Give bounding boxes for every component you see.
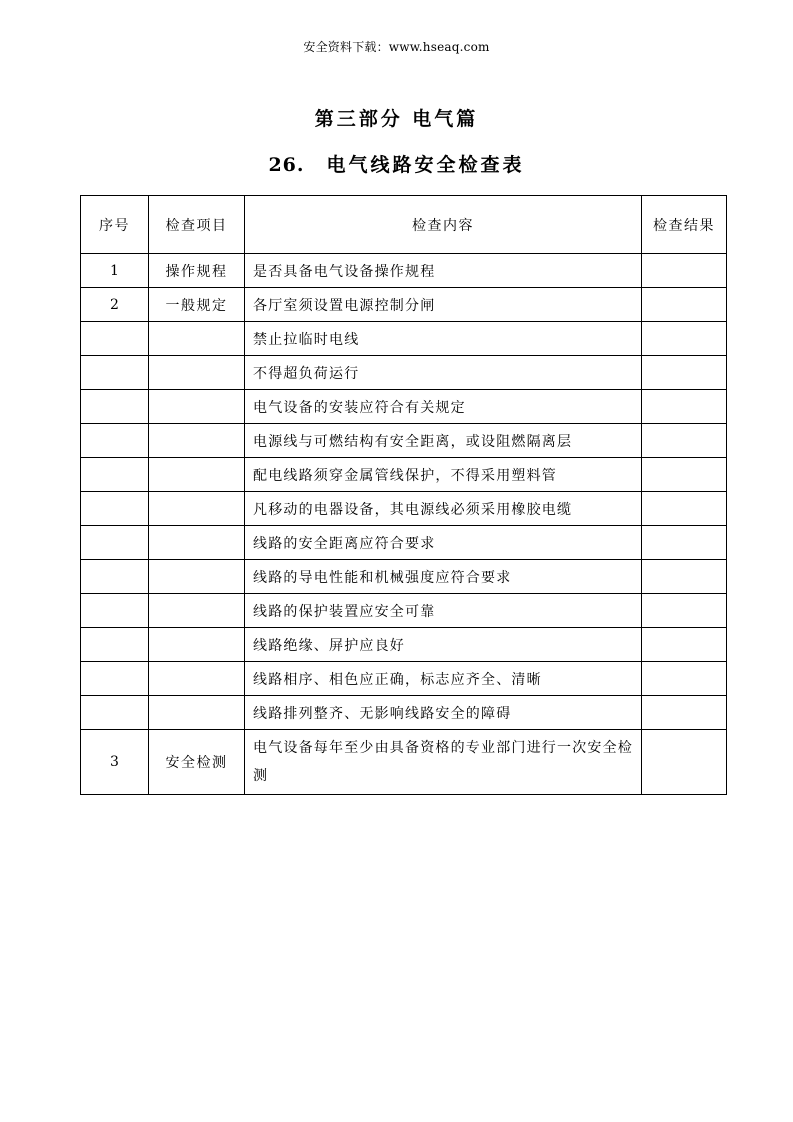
row-content: 电气设备每年至少由具备资格的专业部门进行一次安全检测: [245, 730, 642, 795]
column-header-result: 检查结果: [642, 196, 727, 254]
row-no: [81, 458, 149, 492]
table-row: [81, 492, 727, 526]
row-item: [149, 458, 245, 492]
row-result[interactable]: [642, 356, 727, 390]
row-item: 安全检测: [149, 730, 245, 795]
row-item: [149, 526, 245, 560]
row-result[interactable]: [642, 288, 727, 322]
row-result[interactable]: [642, 458, 727, 492]
row-no: 1: [81, 254, 149, 288]
row-item: [149, 390, 245, 424]
row-item: [149, 628, 245, 662]
row-item: [149, 322, 245, 356]
row-content: 不得超负荷运行: [245, 356, 642, 390]
row-result[interactable]: [642, 322, 727, 356]
row-content: 线路的保护装置应安全可靠: [245, 594, 642, 628]
row-item: [149, 424, 245, 458]
row-no: [81, 628, 149, 662]
row-result[interactable]: [642, 662, 727, 696]
row-no: [81, 424, 149, 458]
table-row: [81, 390, 727, 424]
row-content: 线路相序、相色应正确，标志应齐全、清晰: [245, 662, 642, 696]
table-title-text: 电气线路安全检查表: [326, 154, 525, 176]
row-result[interactable]: [642, 254, 727, 288]
row-no: [81, 560, 149, 594]
row-no: [81, 696, 149, 730]
table-row: [81, 628, 727, 662]
row-no: [81, 390, 149, 424]
row-result[interactable]: [642, 424, 727, 458]
table-row: [81, 424, 727, 458]
row-content: 凡移动的电器设备，其电源线必须采用橡胶电缆: [245, 492, 642, 526]
row-result[interactable]: [642, 492, 727, 526]
row-item: [149, 560, 245, 594]
row-no: [81, 594, 149, 628]
row-content: 配电线路须穿金属管线保护，不得采用塑料管: [245, 458, 642, 492]
table-title-number: 26.: [268, 154, 305, 176]
row-item: [149, 356, 245, 390]
page-header-source: 安全资料下载：www.hseaq.com: [303, 40, 490, 54]
table-row: [81, 356, 727, 390]
row-result[interactable]: [642, 390, 727, 424]
table-row: [81, 288, 727, 322]
table-row: [81, 730, 727, 795]
table-row: [81, 526, 727, 560]
row-item: 一般规定: [149, 288, 245, 322]
section-title: 第三部分 电气篇: [314, 108, 479, 130]
column-header-no: 序号: [81, 196, 149, 254]
row-result[interactable]: [642, 628, 727, 662]
table-row: [81, 322, 727, 356]
row-result[interactable]: [642, 730, 727, 795]
row-content: 线路排列整齐、无影响线路安全的障碍: [245, 696, 642, 730]
column-header-item: 检查项目: [149, 196, 245, 254]
row-no: [81, 492, 149, 526]
row-content: 线路的安全距离应符合要求: [245, 526, 642, 560]
row-content: 禁止拉临时电线: [245, 322, 642, 356]
row-result[interactable]: [642, 560, 727, 594]
row-content: 电源线与可燃结构有安全距离，或设阻燃隔离层: [245, 424, 642, 458]
row-content: 电气设备的安装应符合有关规定: [245, 390, 642, 424]
table-row: [81, 696, 727, 730]
row-item: [149, 662, 245, 696]
row-content: 各厅室须设置电源控制分闸: [245, 288, 642, 322]
row-item: [149, 594, 245, 628]
row-result[interactable]: [642, 526, 727, 560]
table-header-row: [81, 196, 727, 254]
row-item: [149, 696, 245, 730]
inspection-table: [80, 195, 727, 795]
table-row: [81, 560, 727, 594]
table-title: [0, 150, 793, 177]
table-row: [81, 254, 727, 288]
row-item: [149, 492, 245, 526]
row-no: [81, 356, 149, 390]
row-result[interactable]: [642, 594, 727, 628]
row-no: 2: [81, 288, 149, 322]
table-row: [81, 458, 727, 492]
row-no: [81, 662, 149, 696]
row-content: 线路绝缘、屏护应良好: [245, 628, 642, 662]
row-item: 操作规程: [149, 254, 245, 288]
row-content: 是否具备电气设备操作规程: [245, 254, 642, 288]
row-no: [81, 322, 149, 356]
table-row: [81, 594, 727, 628]
table-row: [81, 662, 727, 696]
row-no: [81, 526, 149, 560]
row-content: 线路的导电性能和机械强度应符合要求: [245, 560, 642, 594]
column-header-content: 检查内容: [245, 196, 642, 254]
row-no: 3: [81, 730, 149, 795]
row-result[interactable]: [642, 696, 727, 730]
